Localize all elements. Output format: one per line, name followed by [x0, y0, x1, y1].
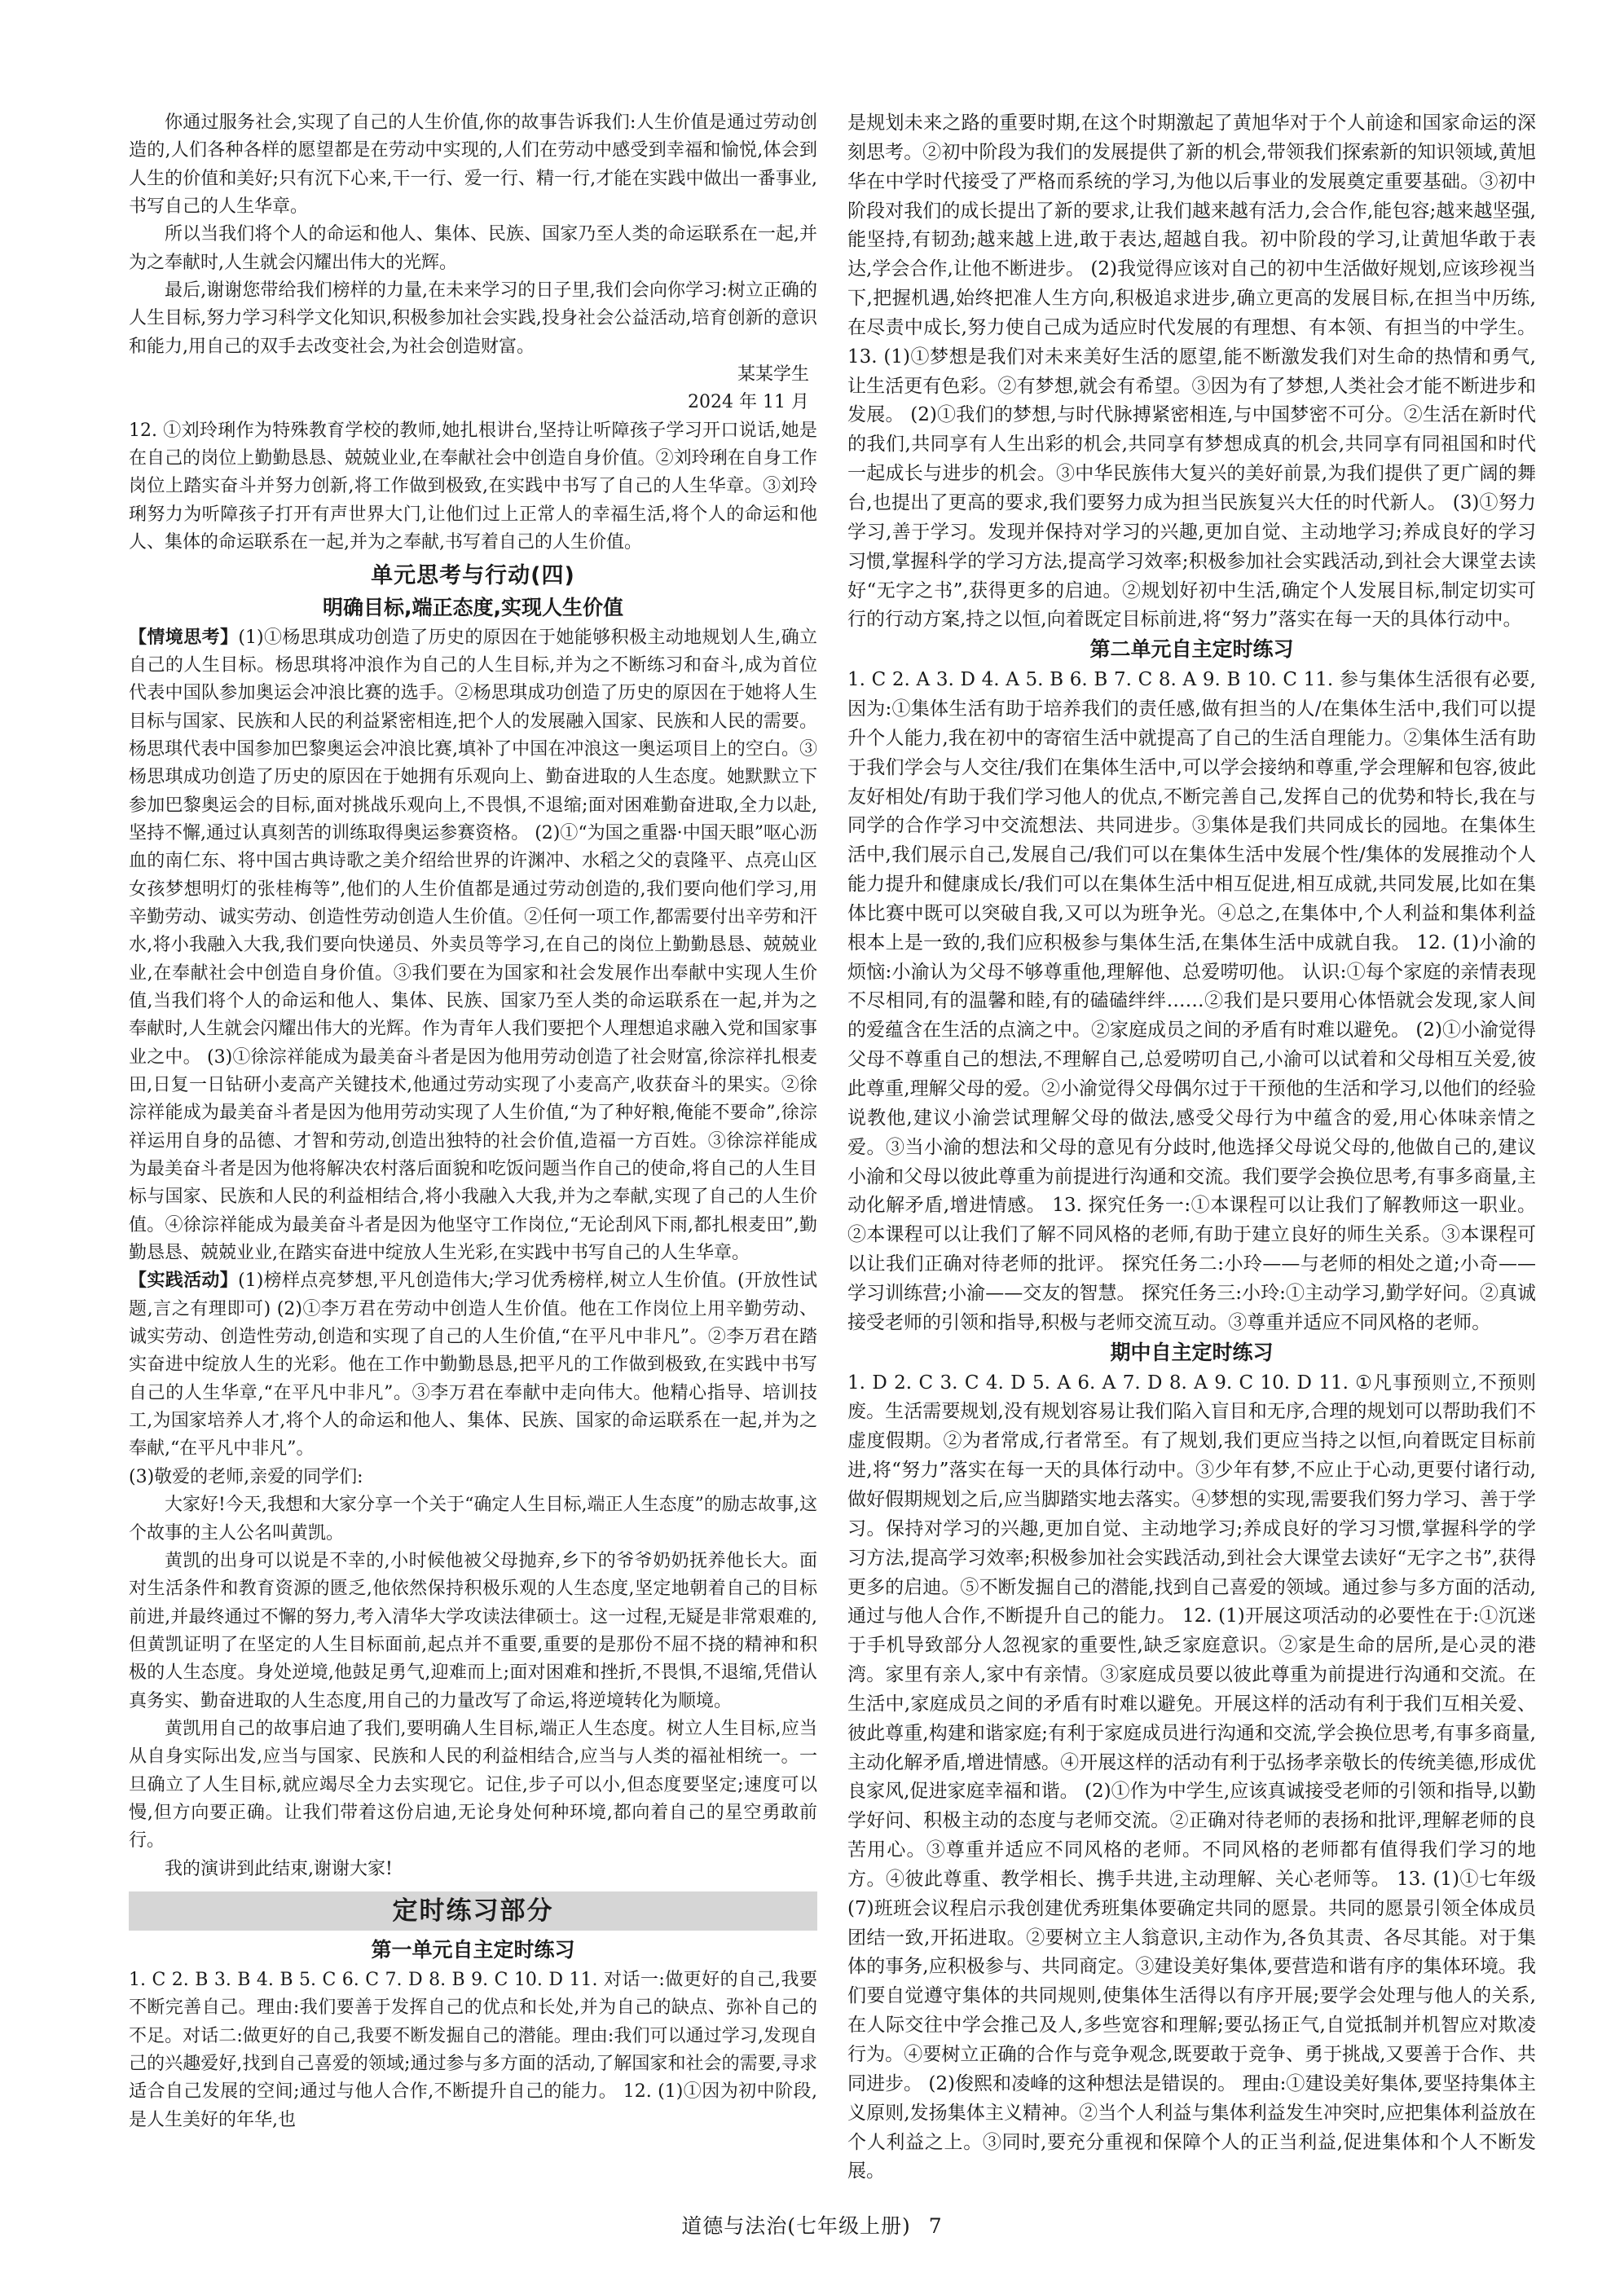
exercise-2-answers: 1. C 2. A 3. D 4. A 5. B 6. B 7. C 8. A 9. B 10. C 11. 参与集体生活很有必要,因为:①集体生活有助于培养我们的责任感,做有担当的人/在集体生活中,我们可以提升个人能力,我在初中的寄宿生活中就提高了自己的生活自理能力。②集体生活有助于我们学会与人交往/我们在集体生活中,可以学会接纳和尊重,学会理解和包容,彼此友好相处/有助于我们学习他人的优点,不断完善自己,发挥自己的优势和特长,我在与同学的合作学习中交流想法、共同进步。③集体是我们共同成长的园地。在集体生活中,我们展示自己,发展自己/我们可以在集体生活中发展个性/集体的发展推动个人能力提升和健康成长/我们可以在集体生活中相互促进,相互成就,共同发展,比如在集体比赛中既可以突破自我,又可以为班争光。④总之,在集体中,个人利益和集体利益根本上是一致的,我们应积极参与集体生活,在集体生活中成就自我。 12. (1)小渝的烦恼:小渝认为父母不够尊重他,理解他、总爱唠叨他。 认识:①每个家庭的亲情表现不尽相同,有的温馨和睦,有的磕磕绊绊……②我们是只要用心体悟就会发现,家人间的爱蕴含在生活的点滴之中。②家庭成员之间的矛盾有时难以避免。 (2)①小渝觉得父母不尊重自己的想法,不理解自己,总爱唠叨自己,小渝可以试着和父母相互关爱,彼此尊重,理解父母的爱。②小渝觉得父母偶尔过于干预他的生活和学习,以他们的经验说教他,建议小渝尝试理解父母的做法,感受父母行为中蕴含的爱,用心体味亲情之爱。③当小渝的想法和父母的意见有分歧时,他选择父母说父母的,他做自己的,建议小渝和父母以彼此尊重为前提进行沟通和交流。我们要学会换位思考,有事多商量,主动化解矛盾,增进情感。 13. 探究任务一:①本课程可以让我们了解教师这一职业。②本课程可以让我们了解不同风格的老师,有助于建立良好的师生关系。③本课程可以让我们正确对待老师的批评。 探究任务二:小玲——与老师的相处之道;小奇——学习训练营;小渝——交友的智慧。 探究任务三:小玲:①主动学习,勤学好问。②真诚接受老师的引领和指导,积极与老师交流互动。③尊重并适应不同风格的老师。	[847, 669, 1536, 1333]
practice-text: (1)榜样点亮梦想,平凡创造伟大;学习优秀榜样,树立人生价值。(开放性试题,言之有理即可) (2)①李万君在劳动中创造人生价值。他在工作岗位上用辛勤劳动、诚实劳动、创造性劳动,创造和实现了自己的人生价值,“在平凡中非凡”。②李万君在踏实奋进中绽放人生的光彩。他在工作中勤勤恳恳,把平凡的工作做到极致,在实践中书写自己的人生华章,“在平凡中非凡”。③李万君在奉献中走向伟大。他精心指导、培训技工,为国家培养人才,将个人的命运和他人、集体、民族、国家的命运联系在一起,并为之奉献,“在平凡中非凡”。	[129, 1271, 817, 1460]
page-number: 7	[928, 2214, 943, 2238]
midterm-heading: 期中自主定时练习	[1110, 1340, 1274, 1364]
speech-greeting: (3)敬爱的老师,亲爱的同学们:	[129, 1466, 363, 1487]
answer-12: 12. ①刘玲琍作为特殊教育学校的教师,她扎根讲台,坚持让听障孩子学习开口说话,她是在自己的岗位上勤勤恳恳、兢兢业业,在奉献社会中创造自身价值。②刘玲琍在自身工作岗位上踏实奋斗并努力创新,将工作做到极致,在实践中书写了自己的人生华章。③刘玲琍努力为听障孩子打开有声世界大门,让他们过上正常人的幸福生活,将个人的命运和他人、集体的命运联系在一起,并为之奉献,书写着自己的人生价值。	[129, 420, 817, 553]
situation-text: (1)①杨思琪成功创造了历史的原因在于她能够积极主动地规划人生,确立自己的人生目标。杨思琪将冲浪作为自己的人生目标,并为之不断练习和奋斗,成为首位代表中国队参加奥运会冲浪比赛的选手。②杨思琪成功创造了历史的原因在于她将人生目标与国家、民族和人民的利益紧密相连,把个人的发展融入国家、民族和人民的需要。杨思琪代表中国参加巴黎奥运会冲浪比赛,填补了中国在冲浪这一奥运项目上的空白。③杨思琪成功创造了历史的原因在于她拥有乐观向上、勤奋进取的人生态度。她默默立下参加巴黎奥运会的目标,面对挑战乐观向上,不畏惧,不退缩;面对困难勤奋进取,全力以赴,坚持不懈,通过认真刻苦的训练取得奥运参赛资格。 (2)①“为国之重器·中国天眼”呕心沥血的南仁东、将中国古典诗歌之美介绍给世界的许渊冲、水稻之父的袁隆平、点亮山区女孩梦想明灯的张桂梅等”,他们的人生价值都是通过劳动创造的,我们要向他们学习,用辛勤劳动、诚实劳动、创造性劳动创造人生价值。②任何一项工作,都需要付出辛劳和汗水,将小我融入大我,我们要向快递员、外卖员等学习,在自己的岗位上勤勤恳恳、兢兢业业,在奉献社会中创造自身价值。③我们要在为国家和社会发展作出奉献中实现人生价值,当我们将个人的命运和他人、集体、民族、国家乃至人类的命运联系在一起,并为之奉献时,人生就会闪耀出伟大的光辉。作为青年人我们要把个人理想追求融入党和国家事业之中。 (3)①徐淙祥能成为最美奋斗者是因为他用劳动创造了社会财富,徐淙祥扎根麦田,日复一日钻研小麦高产关键技术,他通过劳动实现了小麦高产,收获奋斗的果实。②徐淙祥能成为最美奋斗者是因为他用劳动实现了人生价值,“为了种好粮,俺能不要命”,徐淙祥运用自身的品德、才智和劳动,创造出独特的社会价值,造福一方百姓。③徐淙祥能成为最美奋斗者是因为他将解决农村落后面貌和吃饭问题当作自己的使命,将自己的人生目标与国家、民族和人民的利益相结合,将小我融入大我,并为之奉献,实现了自己的人生价值。④徐淙祥能成为最美奋斗者是因为他坚守工作岗位,“无论刮风下雨,都扎根麦田”,勤勤恳恳、兢兢业业,在踏实奋进中绽放人生光彩,在实践中书写自己的人生华章。	[129, 627, 817, 1264]
section-banner: 定时练习部分	[129, 1891, 817, 1931]
exercise-1-answers: 1. C 2. B 3. B 4. B 5. C 6. C 7. D 8. B 9. C 10. D 11. 对话一:做更好的自己,我要不断完善自己。理由:我们要善于发挥自己的优点和长处,并为自己的缺点、弥补自己的不足。对话二:做更好的自己,我要不断发掘自己的潜能。理由:我们可以通过学习,发现自己的兴趣爱好,找到自己喜爱的领域;通过参与多方面的活动,了解国家和社会的需要,寻求适合自己发展的空间;通过与他人合作,不断提升自己的能力。 12. (1)①因为初中阶段,是人生美好的年华,也	[129, 1969, 817, 2130]
letter-signature: 某某学生	[737, 364, 809, 385]
speech-paragraph-3: 黄凯用自己的故事启迪了我们,要明确人生目标,端正人生态度。树立人生目标,应当从自身实际出发,应当与国家、民族和人民的利益相结合,应当与人类的福祉相统一。一旦确立了人生目标,就应竭尽全力去实现它。记住,步子可以小,但态度要坚定;速度可以慢,但方向要正确。让我们带着这份启迪,无论身处何种环境,都向着自己的星空勇敢前行。	[129, 1718, 817, 1852]
situation-thinking	[129, 624, 817, 1268]
letter-paragraph-1: 你通过服务社会,实现了自己的人生价值,你的故事告诉我们:人生价值是通过劳动创造的,人们各种各样的愿望都是在劳动中实现的,人们在劳动中感受到幸福和愉悦,体会到人生的价值和美好;只有沉下心来,干一行、爱一行、精一行,才能在实践中做出一番事业,书写自己的人生华章。	[129, 112, 817, 218]
speech-closing: 我的演讲到此结束,谢谢大家!	[165, 1858, 393, 1879]
practice-tag: 【实践活动】	[129, 1271, 239, 1292]
left-column	[129, 109, 817, 2134]
right-column	[847, 109, 1536, 2187]
midterm-answers: 1. D 2. C 3. C 4. D 5. A 6. A 7. D 8. A 9. C 10. D 11. ①凡事预则立,不预则废。生活需要规划,没有规划容易让我们陷入盲目和无序,合理的规划可以帮助我们不虚度假期。②为者常成,行者常至。有了规划,我们更应当持之以恒,向着既定目标前进,将“努力”落实在每一天的具体行动中。③少年有梦,不应止于心动,更要付诸行动,做好假期规划之后,应当脚踏实地去落实。④梦想的实现,需要我们努力学习、善于学习。保持对学习的兴趣,更加自觉、主动地学习;养成良好的学习习惯,掌握科学的学习方法,提高学习效率;积极参加社会实践活动,到社会大课堂去读好“无字之书”,获得更多的启迪。⑤不断发掘自己的潜能,找到自己喜爱的领域。通过参与多方面的活动,通过与他人合作,不断提升自己的能力。 12. (1)开展这项活动的必要性在于:①沉迷于手机导致部分人忽视家的重要性,缺乏家庭意识。②家是生命的居所,是心灵的港湾。家里有亲人,家中有亲情。③家庭成员要以彼此尊重为前提进行沟通和交流。在生活中,家庭成员之间的矛盾有时难以避免。开展这样的活动有利于我们互相关爱、彼此尊重,构建和谐家庭;有利于家庭成员进行沟通和交流,学会换位思考,有事多商量,主动化解矛盾,增进情感。④开展这样的活动有利于弘扬孝亲敬长的传统美德,形成优良家风,促进家庭幸福和谐。 (2)①作为中学生,应该真诚接受老师的引领和指导,以勤学好问、积极主动的态度与老师交流。②正确对待老师的表扬和批评,理解老师的良苦用心。③尊重并适应不同风格的老师。不同风格的老师都有值得我们学习的地方。④彼此尊重、教学相长、携手共进,主动理解、关心老师等。 13. (1)①七年级(7)班班会议程启示我创建优秀班集体要确定共同的愿景。共同的愿景引领全体成员团结一致,开拓进取。②要树立主人翁意识,主动作为,各负其责、各尽其能。对于集体的事务,应积极参与、共同商定。③建设美好集体,要营造和谐有序的集体环境。我们要自觉遵守集体的共同规则,使集体生活得以有序开展;要学会处理与他人的关系,在人际交往中学会推己及人,多些宽容和理解;要弘扬正气,自觉抵制并机智应对欺凌行为。④要树立正确的合作与竞争观念,既要敢于竞争、勇于挑战,又要善于合作、共同进步。 (2)俊熙和凌峰的这种想法是错误的。 理由:①建设美好集体,要坚持集体主义原则,发扬集体主义精神。②当个人利益与集体利益发生冲突时,应把集体利益放在个人利益之上。③同时,要充分重视和保障个人的正当利益,促进集体和个人不断发展。	[847, 1372, 1536, 2182]
situation-tag: 【情境思考】	[129, 627, 239, 648]
exercise-2-heading: 第二单元自主定时练习	[1089, 637, 1294, 662]
unit-heading: 单元思考与行动(四)	[371, 562, 575, 588]
unit-subheading: 明确目标,端正态度,实现人生价值	[323, 595, 623, 619]
page-footer	[0, 2210, 1624, 2239]
speech-paragraph-2: 黄凯的出身可以说是不幸的,小时候他被父母抛弃,乡下的爷爷奶奶抚养他长大。面对生活条件和教育资源的匮乏,他依然保持积极乐观的人生态度,坚定地朝着自己的目标前进,并最终通过不懈的努力,考入清华大学攻读法律硕士。这一过程,无疑是非常艰难的,但黄凯证明了在坚定的人生目标面前,起点并不重要,重要的是那份不屈不挠的精神和积极的人生态度。身处逆境,他鼓足勇气,迎难而上;面对困难和挫折,不畏惧,不退缩,凭借认真务实、勤奋进取的人生态度,用自己的力量改写了命运,将逆境转化为顺境。	[129, 1550, 817, 1711]
exercise-1-answers-cont: 是规划未来之路的重要时期,在这个时期激起了黄旭华对于个人前途和国家命运的深刻思考。②初中阶段为我们的发展提供了新的机会,带领我们探索新的知识领域,黄旭华在中学时代接受了严格而系统的学习,为他以后事业的发展奠定重要基础。③初中阶段对我们的成长提出了新的要求,让我们越来越有活力,会合作,能包容;越来越坚强,能坚持,有韧劲;越来越上进,敢于表达,超越自我。初中阶段的学习,让黄旭华敢于表达,学会合作,让他不断进步。 (2)我觉得应该对自己的初中生活做好规划,应该珍视当下,把握机遇,始终把准人生方向,积极追求进步,确立更高的发展目标,在担当中历练,在尽责中成长,努力使自己成为适应时代发展的有理想、有本领、有担当的中学生。 13. (1)①梦想是我们对未来美好生活的愿望,能不断激发我们对生命的热情和勇气,让生活更有色彩。②有梦想,就会有希望。③因为有了梦想,人类社会才能不断进步和发展。 (2)①我们的梦想,与时代脉搏紧密相连,与中国梦密不可分。②生活在新时代的我们,共同享有人生出彩的机会,共同享有梦想成真的机会,共同享有同祖国和时代一起成长与进步的机会。③中华民族伟大复兴的美好前景,为我们提供了更广阔的舞台,也提出了更高的要求,我们要努力成为担当民族复兴大任的时代新人。 (3)①努力学习,善于学习。发现并保持对学习的兴趣,更加自觉、主动地学习;养成良好的学习习惯,掌握科学的学习方法,提高学习效率;积极参加社会实践活动,到社会大课堂去读好“无字之书”,获得更多的启迪。②规划好初中生活,确定个人发展目标,制定切实可行的行动方案,持之以恒,向着既定目标前进,将“努力”落实在每一天的具体行动中。	[847, 112, 1536, 631]
footer-title: 道德与法治(七年级上册)	[681, 2214, 911, 2238]
exercise-1-heading: 第一单元自主定时练习	[371, 1937, 575, 1962]
practice-activity	[129, 1267, 817, 1463]
letter-paragraph-2: 所以当我们将个人的命运和他人、集体、民族、国家乃至人类的命运联系在一起,并为之奉献时,人生就会闪耀出伟大的光辉。	[129, 224, 817, 273]
letter-date: 2024 年 11 月	[688, 392, 809, 413]
letter-paragraph-3: 最后,谢谢您带给我们榜样的力量,在未来学习的日子里,我们会向你学习:树立正确的人生目标,努力学习科学文化知识,积极参加社会实践,投身社会公益活动,培育创新的意识和能力,用自己的双手去改变社会,为社会创造财富。	[129, 280, 817, 357]
speech-paragraph-1: 大家好!今天,我想和大家分享一个关于“确定人生目标,端正人生态度”的励志故事,这个故事的主人公名叫黄凯。	[129, 1495, 817, 1544]
